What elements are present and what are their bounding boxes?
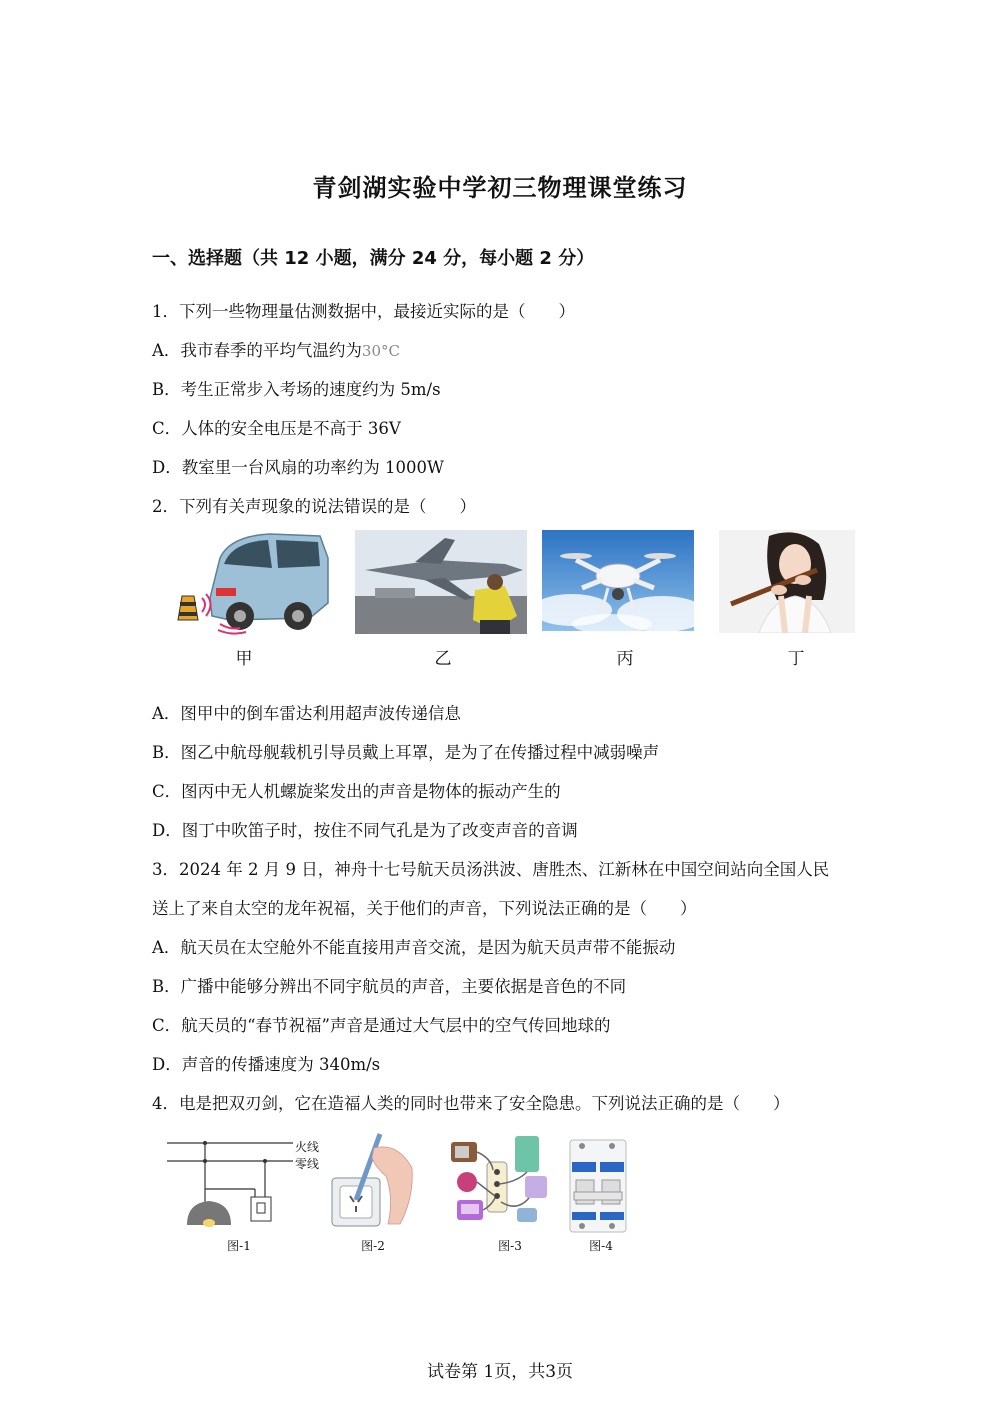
q4-stem: 4．电是把双刃剑，它在造福人类的同时也带来了安全隐患。下列说法正确的是（ ） — [152, 1094, 790, 1113]
q2-caption-3: 丙 — [616, 649, 634, 669]
q1-option-d: D．教室里一台风扇的功率约为 1000W — [152, 458, 444, 477]
q3-option-d: D．声音的传播速度为 340m/s — [152, 1055, 381, 1074]
circuit-breaker-image — [568, 1134, 628, 1234]
drone-image — [542, 530, 694, 631]
q3-option-b: B．广播中能够分辨出不同宇航员的声音，主要依据是音色的不同 — [152, 977, 627, 996]
section-heading: 一、选择题（共 12 小题，满分 24 分，每小题 2 分） — [152, 248, 595, 269]
q2-option-a: A．图甲中的倒车雷达利用超声波传递信息 — [152, 704, 461, 723]
q1-option-a-text: A．我市春季的平均气温约为 — [152, 341, 362, 360]
flute-player-image — [719, 530, 855, 633]
q3-stem-line1: 3．2024 年 2 月 9 日，神舟十七号航天员汤洪波、唐胜杰、江新林在中国空间站向全国人民 — [152, 860, 830, 879]
q2-caption-1: 甲 — [235, 649, 253, 669]
page-footer: 试卷第 1页，共3页 — [426, 1362, 574, 1382]
q3-stem-line2: 送上了来自太空的龙年祝福，关于他们的声音，下列说法正确的是（ ） — [152, 899, 697, 918]
q2-caption-4: 丁 — [787, 649, 805, 669]
carrier-jet-image — [355, 530, 527, 634]
q3-option-a: A．航天员在太空舱外不能直接用声音交流，是因为航天员声带不能振动 — [152, 938, 676, 957]
live-wire-label: 火线 — [295, 1140, 320, 1154]
q3-option-c: C．航天员的“春节祝福”声音是通过大气层中的空气传回地球的 — [152, 1016, 611, 1035]
q4-caption-1: 图-1 — [227, 1239, 251, 1253]
q1-stem: 1．下列一些物理量估测数据中，最接近实际的是（ ） — [152, 302, 575, 321]
q2-stem: 2．下列有关声现象的说法错误的是（ ） — [152, 497, 476, 516]
q2-caption-2: 乙 — [434, 649, 452, 669]
neutral-wire-label: 零线 — [295, 1157, 320, 1171]
q4-caption-2: 图-2 — [361, 1239, 385, 1253]
page-title: 青剑湖实验中学初三物理课堂练习 — [312, 174, 688, 202]
q1-option-b: B．考生正常步入考场的速度约为 5m/s — [152, 380, 441, 399]
q1-option-c: C．人体的安全电压是不高于 36V — [152, 419, 401, 438]
test-pen-socket-image — [328, 1128, 418, 1230]
q2-option-b: B．图乙中航母舰载机引导员戴上耳罩，是为了在传播过程中减弱噪声 — [152, 743, 660, 762]
q1-option-a-value: 30°C — [361, 342, 400, 360]
overloaded-socket-image — [447, 1132, 557, 1232]
q4-caption-4: 图-4 — [589, 1239, 613, 1253]
car-radar-image — [160, 528, 330, 636]
q2-option-c: C．图丙中无人机螺旋桨发出的声音是物体的振动产生的 — [152, 782, 561, 801]
q4-caption-3: 图-3 — [498, 1239, 522, 1253]
q2-option-d: D．图丁中吹笛子时，按住不同气孔是为了改变声音的音调 — [152, 821, 578, 840]
q1-option-a — [152, 337, 400, 361]
